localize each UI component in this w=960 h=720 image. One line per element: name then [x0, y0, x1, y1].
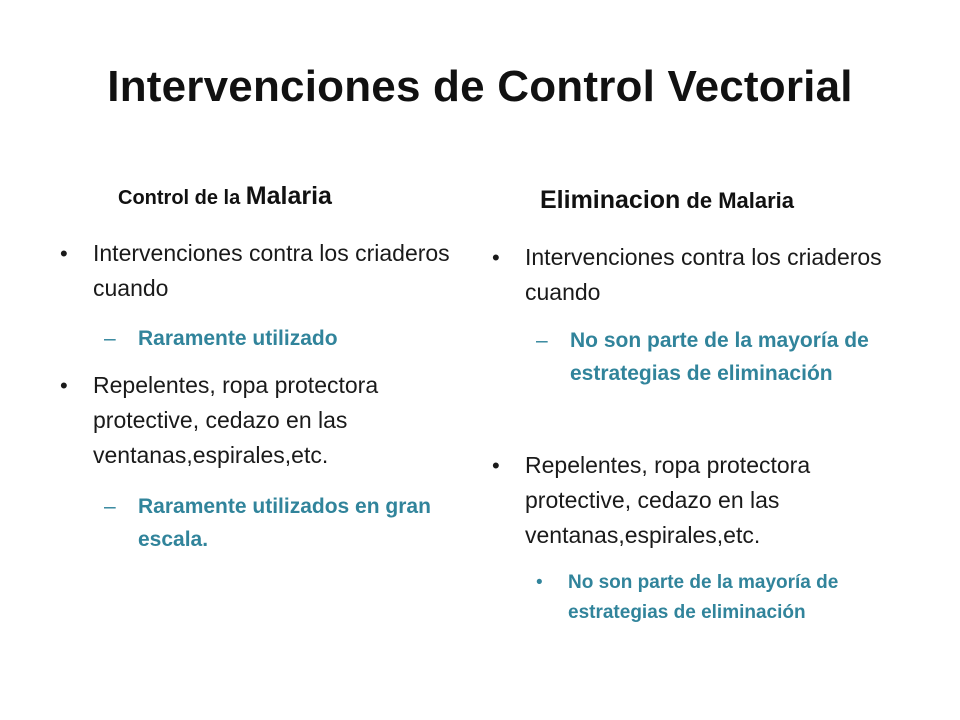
right-heading-part1: Eliminacion [540, 186, 681, 214]
bullet-icon: • [60, 241, 68, 266]
right-heading-part2: de Malaria [680, 188, 795, 213]
bullet-icon: • [492, 453, 500, 478]
left-item-2 [60, 368, 470, 473]
slide-title: Intervenciones de Control Vectorial [107, 62, 853, 111]
left-item-1-sub-text: Raramente utilizado [138, 327, 338, 350]
left-heading-part2: Malaria [245, 182, 332, 210]
left-column-heading [118, 182, 332, 211]
left-item-1-text: Intervenciones contra los criaderos cuando [93, 240, 450, 301]
dash-icon: – [536, 329, 548, 352]
right-column-heading [540, 186, 794, 215]
right-item-1-sub-text: No son parte de la mayoría de estrategias de eliminación [570, 329, 869, 385]
bullet-icon: • [60, 373, 68, 398]
dash-icon: – [104, 495, 116, 518]
left-item-1 [60, 236, 460, 306]
left-heading-part1: Control de la [118, 187, 246, 209]
right-item-2-text: Repelentes, ropa protectora protective, cedazo en las ventanas,espirales,etc. [525, 452, 811, 548]
left-item-2-sub [104, 490, 474, 556]
right-item-2-sub-text: No son parte de la mayoría de estrategias de eliminación [568, 572, 839, 623]
left-item-2-text: Repelentes, ropa protectora protective, cedazo en las ventanas,espirales,etc. [93, 372, 379, 468]
dash-icon: – [104, 327, 116, 350]
right-item-2-sub [536, 568, 936, 628]
bullet-icon: • [536, 572, 543, 593]
right-item-1-sub [536, 324, 896, 390]
right-item-2 [492, 448, 902, 553]
bullet-icon: • [492, 245, 500, 270]
right-item-1-text: Intervenciones contra los criaderos cuando [525, 244, 882, 305]
right-item-1 [492, 240, 892, 310]
left-item-1-sub [104, 322, 464, 355]
left-item-2-sub-text: Raramente utilizados en gran escala. [138, 495, 431, 551]
